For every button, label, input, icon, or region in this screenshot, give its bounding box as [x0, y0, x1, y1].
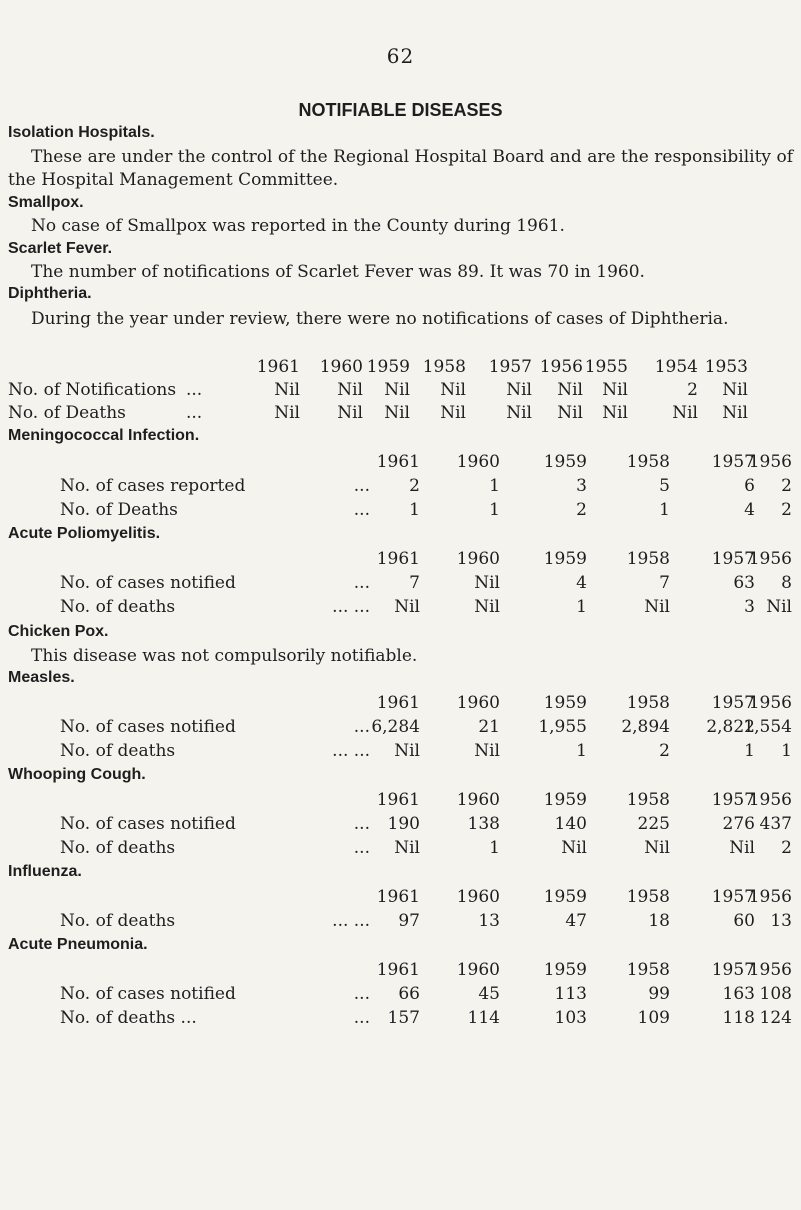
table-row	[0, 911, 801, 935]
table-cell: 118	[722, 1008, 755, 1028]
table-cell: Nil	[672, 403, 698, 423]
table-cell: Nil	[561, 838, 587, 858]
table-row	[0, 573, 801, 597]
row-label: No. of deaths	[60, 838, 176, 858]
table-cell: Nil	[337, 403, 363, 423]
table-cell: Nil	[766, 597, 792, 617]
leader-dots: ...	[186, 403, 203, 423]
table-cell: 2	[781, 500, 792, 520]
table-cell: Nil	[474, 597, 500, 617]
table-row	[0, 814, 801, 838]
polio-heading: Acute Poliomyelitis.	[8, 525, 161, 542]
row-label: No. of deaths	[60, 597, 176, 617]
table-cell: Nil	[644, 838, 670, 858]
table-cell: 2,822	[706, 717, 755, 737]
leader-dots: ...	[353, 500, 370, 520]
chickenpox-heading: Chicken Pox.	[8, 623, 109, 640]
table-cell: 2,894	[621, 717, 670, 737]
table-cell: Nil	[440, 403, 466, 423]
measles-heading: Measles.	[8, 669, 75, 686]
table-row	[0, 500, 801, 524]
scarlet-text: The number of notifications of Scarlet Fever was 89. It was 70 in 1960.	[31, 262, 645, 282]
row-label: No. of deaths ...	[60, 1008, 197, 1028]
year-label: 1959	[366, 357, 410, 377]
leader-dots: ... ...	[332, 741, 370, 761]
table-row	[0, 1008, 801, 1032]
year-label: 1960	[456, 887, 500, 907]
row-label: No. of cases notified	[60, 717, 236, 737]
smallpox-text: No case of Smallpox was reported in the County during 1961.	[31, 216, 565, 236]
table-cell: 163	[722, 984, 755, 1004]
year-label: 1956	[539, 357, 583, 377]
table-cell: 108	[759, 984, 792, 1004]
isolation-text: These are under the control of the Regional Hospital Board and are the responsibility of the Hospital Management Committee.	[8, 147, 793, 190]
table-cell: Nil	[474, 573, 500, 593]
table-cell: 3	[744, 597, 755, 617]
chickenpox-text: This disease was not compulsorily notifiable.	[31, 646, 418, 666]
table-cell: Nil	[722, 403, 748, 423]
table-cell: 140	[554, 814, 587, 834]
table-cell: Nil	[384, 403, 410, 423]
table-cell: 103	[554, 1008, 587, 1028]
row-label: No. of cases notified	[60, 814, 236, 834]
table-cell: Nil	[722, 380, 748, 400]
table-cell: 109	[637, 1008, 670, 1028]
table-row	[0, 597, 801, 621]
diphtheria-heading: Diphtheria.	[8, 285, 92, 302]
year-label: 1960	[456, 693, 500, 713]
page-number: 62	[386, 44, 415, 68]
year-label: 1961	[376, 549, 420, 569]
year-label: 1959	[543, 887, 587, 907]
table-cell: 157	[387, 1008, 420, 1028]
row-label: No. of deaths	[60, 911, 176, 931]
table-cell: Nil	[384, 380, 410, 400]
whooping-heading: Whooping Cough.	[8, 766, 146, 783]
table-cell: 63	[733, 573, 755, 593]
table-cell: Nil	[557, 380, 583, 400]
row-label: No. of cases notified	[60, 573, 236, 593]
table-cell: 114	[467, 1008, 500, 1028]
leader-dots: ...	[353, 573, 370, 593]
row-label: No. of Deaths	[60, 500, 178, 520]
table-cell: 7	[659, 573, 670, 593]
table-cell: 1	[659, 500, 670, 520]
year-label: 1959	[543, 693, 587, 713]
year-label: 1960	[456, 549, 500, 569]
year-label: 1958	[626, 790, 670, 810]
table-cell: 2	[409, 476, 420, 496]
table-cell: 2	[781, 838, 792, 858]
scarlet-heading: Scarlet Fever.	[8, 240, 113, 257]
table-cell: 7	[409, 573, 420, 593]
table-row	[0, 717, 801, 741]
year-label: 1956	[748, 790, 792, 810]
year-label: 1957	[711, 549, 755, 569]
influenza-heading: Influenza.	[8, 863, 82, 880]
page-title: NOTIFIABLE DISEASES	[298, 100, 503, 120]
pneumonia-heading: Acute Pneumonia.	[8, 936, 148, 953]
table-cell: 1	[781, 741, 792, 761]
table-cell: 225	[637, 814, 670, 834]
table-cell: 4	[576, 573, 587, 593]
year-label: 1958	[626, 693, 670, 713]
table-cell: 2	[576, 500, 587, 520]
table-cell: 2	[781, 476, 792, 496]
table-cell: 113	[554, 984, 587, 1004]
table-cell: Nil	[602, 403, 628, 423]
table-cell: 2	[687, 380, 698, 400]
table-cell: 276	[722, 814, 755, 834]
leader-dots: ...	[353, 1008, 370, 1028]
year-label: 1961	[376, 960, 420, 980]
table-cell: 6,284	[371, 717, 420, 737]
table-cell: Nil	[506, 403, 532, 423]
meningococcal-heading: Meningococcal Infection.	[8, 427, 200, 444]
table-cell: 99	[648, 984, 670, 1004]
leader-dots: ...	[353, 476, 370, 496]
year-label: 1958	[626, 549, 670, 569]
table-cell: Nil	[440, 380, 466, 400]
table-cell: 18	[648, 911, 670, 931]
whooping-year-header	[0, 790, 801, 814]
table-cell: Nil	[274, 403, 300, 423]
year-label: 1961	[376, 693, 420, 713]
table-row	[0, 380, 801, 404]
table-cell: 1,554	[743, 717, 792, 737]
leader-dots: ... ...	[332, 911, 370, 931]
leader-dots: ...	[186, 380, 203, 400]
year-label: 1954	[654, 357, 698, 377]
table-cell: Nil	[644, 597, 670, 617]
diphtheria-year-header	[0, 357, 801, 381]
table-cell: 4	[744, 500, 755, 520]
year-label: 1957	[711, 887, 755, 907]
table-row	[0, 403, 801, 427]
table-cell: Nil	[557, 403, 583, 423]
year-label: 1960	[456, 960, 500, 980]
table-cell: Nil	[474, 741, 500, 761]
pneumonia-year-header	[0, 960, 801, 984]
row-label: No. of cases notified	[60, 984, 236, 1004]
year-label: 1957	[711, 693, 755, 713]
year-label: 1956	[748, 887, 792, 907]
year-label: 1957	[711, 452, 755, 472]
table-cell: 45	[478, 984, 500, 1004]
table-cell: Nil	[274, 380, 300, 400]
smallpox-heading: Smallpox.	[8, 194, 84, 211]
table-cell: 13	[478, 911, 500, 931]
table-cell: 1	[576, 597, 587, 617]
table-row	[0, 741, 801, 765]
table-cell: 6	[744, 476, 755, 496]
year-label: 1959	[543, 452, 587, 472]
influenza-year-header	[0, 887, 801, 911]
leader-dots: ...	[353, 838, 370, 858]
year-label: 1953	[704, 357, 748, 377]
table-cell: 138	[467, 814, 500, 834]
table-cell: 66	[398, 984, 420, 1004]
year-label: 1958	[626, 960, 670, 980]
year-label: 1959	[543, 790, 587, 810]
table-cell: 47	[565, 911, 587, 931]
year-label: 1956	[748, 693, 792, 713]
year-label: 1957	[711, 790, 755, 810]
table-cell: 1	[744, 741, 755, 761]
year-label: 1958	[422, 357, 466, 377]
table-cell: 2	[659, 741, 670, 761]
table-cell: 1	[409, 500, 420, 520]
table-cell: 1	[489, 838, 500, 858]
leader-dots: ... ...	[332, 597, 370, 617]
year-label: 1959	[543, 960, 587, 980]
year-label: 1961	[376, 887, 420, 907]
table-cell: 190	[387, 814, 420, 834]
row-label: No. of Notifications	[8, 380, 177, 400]
year-label: 1958	[626, 452, 670, 472]
year-label: 1956	[748, 960, 792, 980]
year-label: 1960	[456, 452, 500, 472]
meningococcal-year-header	[0, 452, 801, 476]
table-cell: Nil	[337, 380, 363, 400]
row-label: No. of deaths	[60, 741, 176, 761]
polio-year-header	[0, 549, 801, 573]
table-row	[0, 984, 801, 1008]
leader-dots: ...	[353, 717, 370, 737]
table-row	[0, 476, 801, 500]
measles-year-header	[0, 693, 801, 717]
table-cell: Nil	[394, 741, 420, 761]
year-label: 1955	[584, 357, 628, 377]
year-label: 1957	[711, 960, 755, 980]
table-cell: 1	[489, 500, 500, 520]
table-cell: 3	[576, 476, 587, 496]
table-row	[0, 838, 801, 862]
year-label: 1957	[488, 357, 532, 377]
table-cell: 97	[398, 911, 420, 931]
row-label: No. of Deaths	[8, 403, 126, 423]
year-label: 1960	[319, 357, 363, 377]
isolation-heading: Isolation Hospitals.	[8, 124, 155, 141]
table-cell: Nil	[729, 838, 755, 858]
table-cell: 124	[759, 1008, 792, 1028]
year-label: 1961	[256, 357, 300, 377]
table-cell: 1,955	[538, 717, 587, 737]
leader-dots: ...	[353, 814, 370, 834]
year-label: 1956	[748, 452, 792, 472]
year-label: 1956	[748, 549, 792, 569]
diphtheria-text: During the year under review, there were no notifications of cases of Diphtheria.	[31, 309, 729, 329]
table-cell: Nil	[394, 838, 420, 858]
year-label: 1961	[376, 452, 420, 472]
year-label: 1958	[626, 887, 670, 907]
table-cell: Nil	[506, 380, 532, 400]
year-label: 1960	[456, 790, 500, 810]
table-cell: 21	[478, 717, 500, 737]
year-label: 1961	[376, 790, 420, 810]
row-label: No. of cases reported	[60, 476, 246, 496]
table-cell: 13	[770, 911, 792, 931]
table-cell: Nil	[602, 380, 628, 400]
leader-dots: ...	[353, 984, 370, 1004]
table-cell: 1	[489, 476, 500, 496]
table-cell: Nil	[394, 597, 420, 617]
year-label: 1959	[543, 549, 587, 569]
table-cell: 1	[576, 741, 587, 761]
table-cell: 8	[781, 573, 792, 593]
table-cell: 437	[759, 814, 792, 834]
table-cell: 60	[733, 911, 755, 931]
table-cell: 5	[659, 476, 670, 496]
